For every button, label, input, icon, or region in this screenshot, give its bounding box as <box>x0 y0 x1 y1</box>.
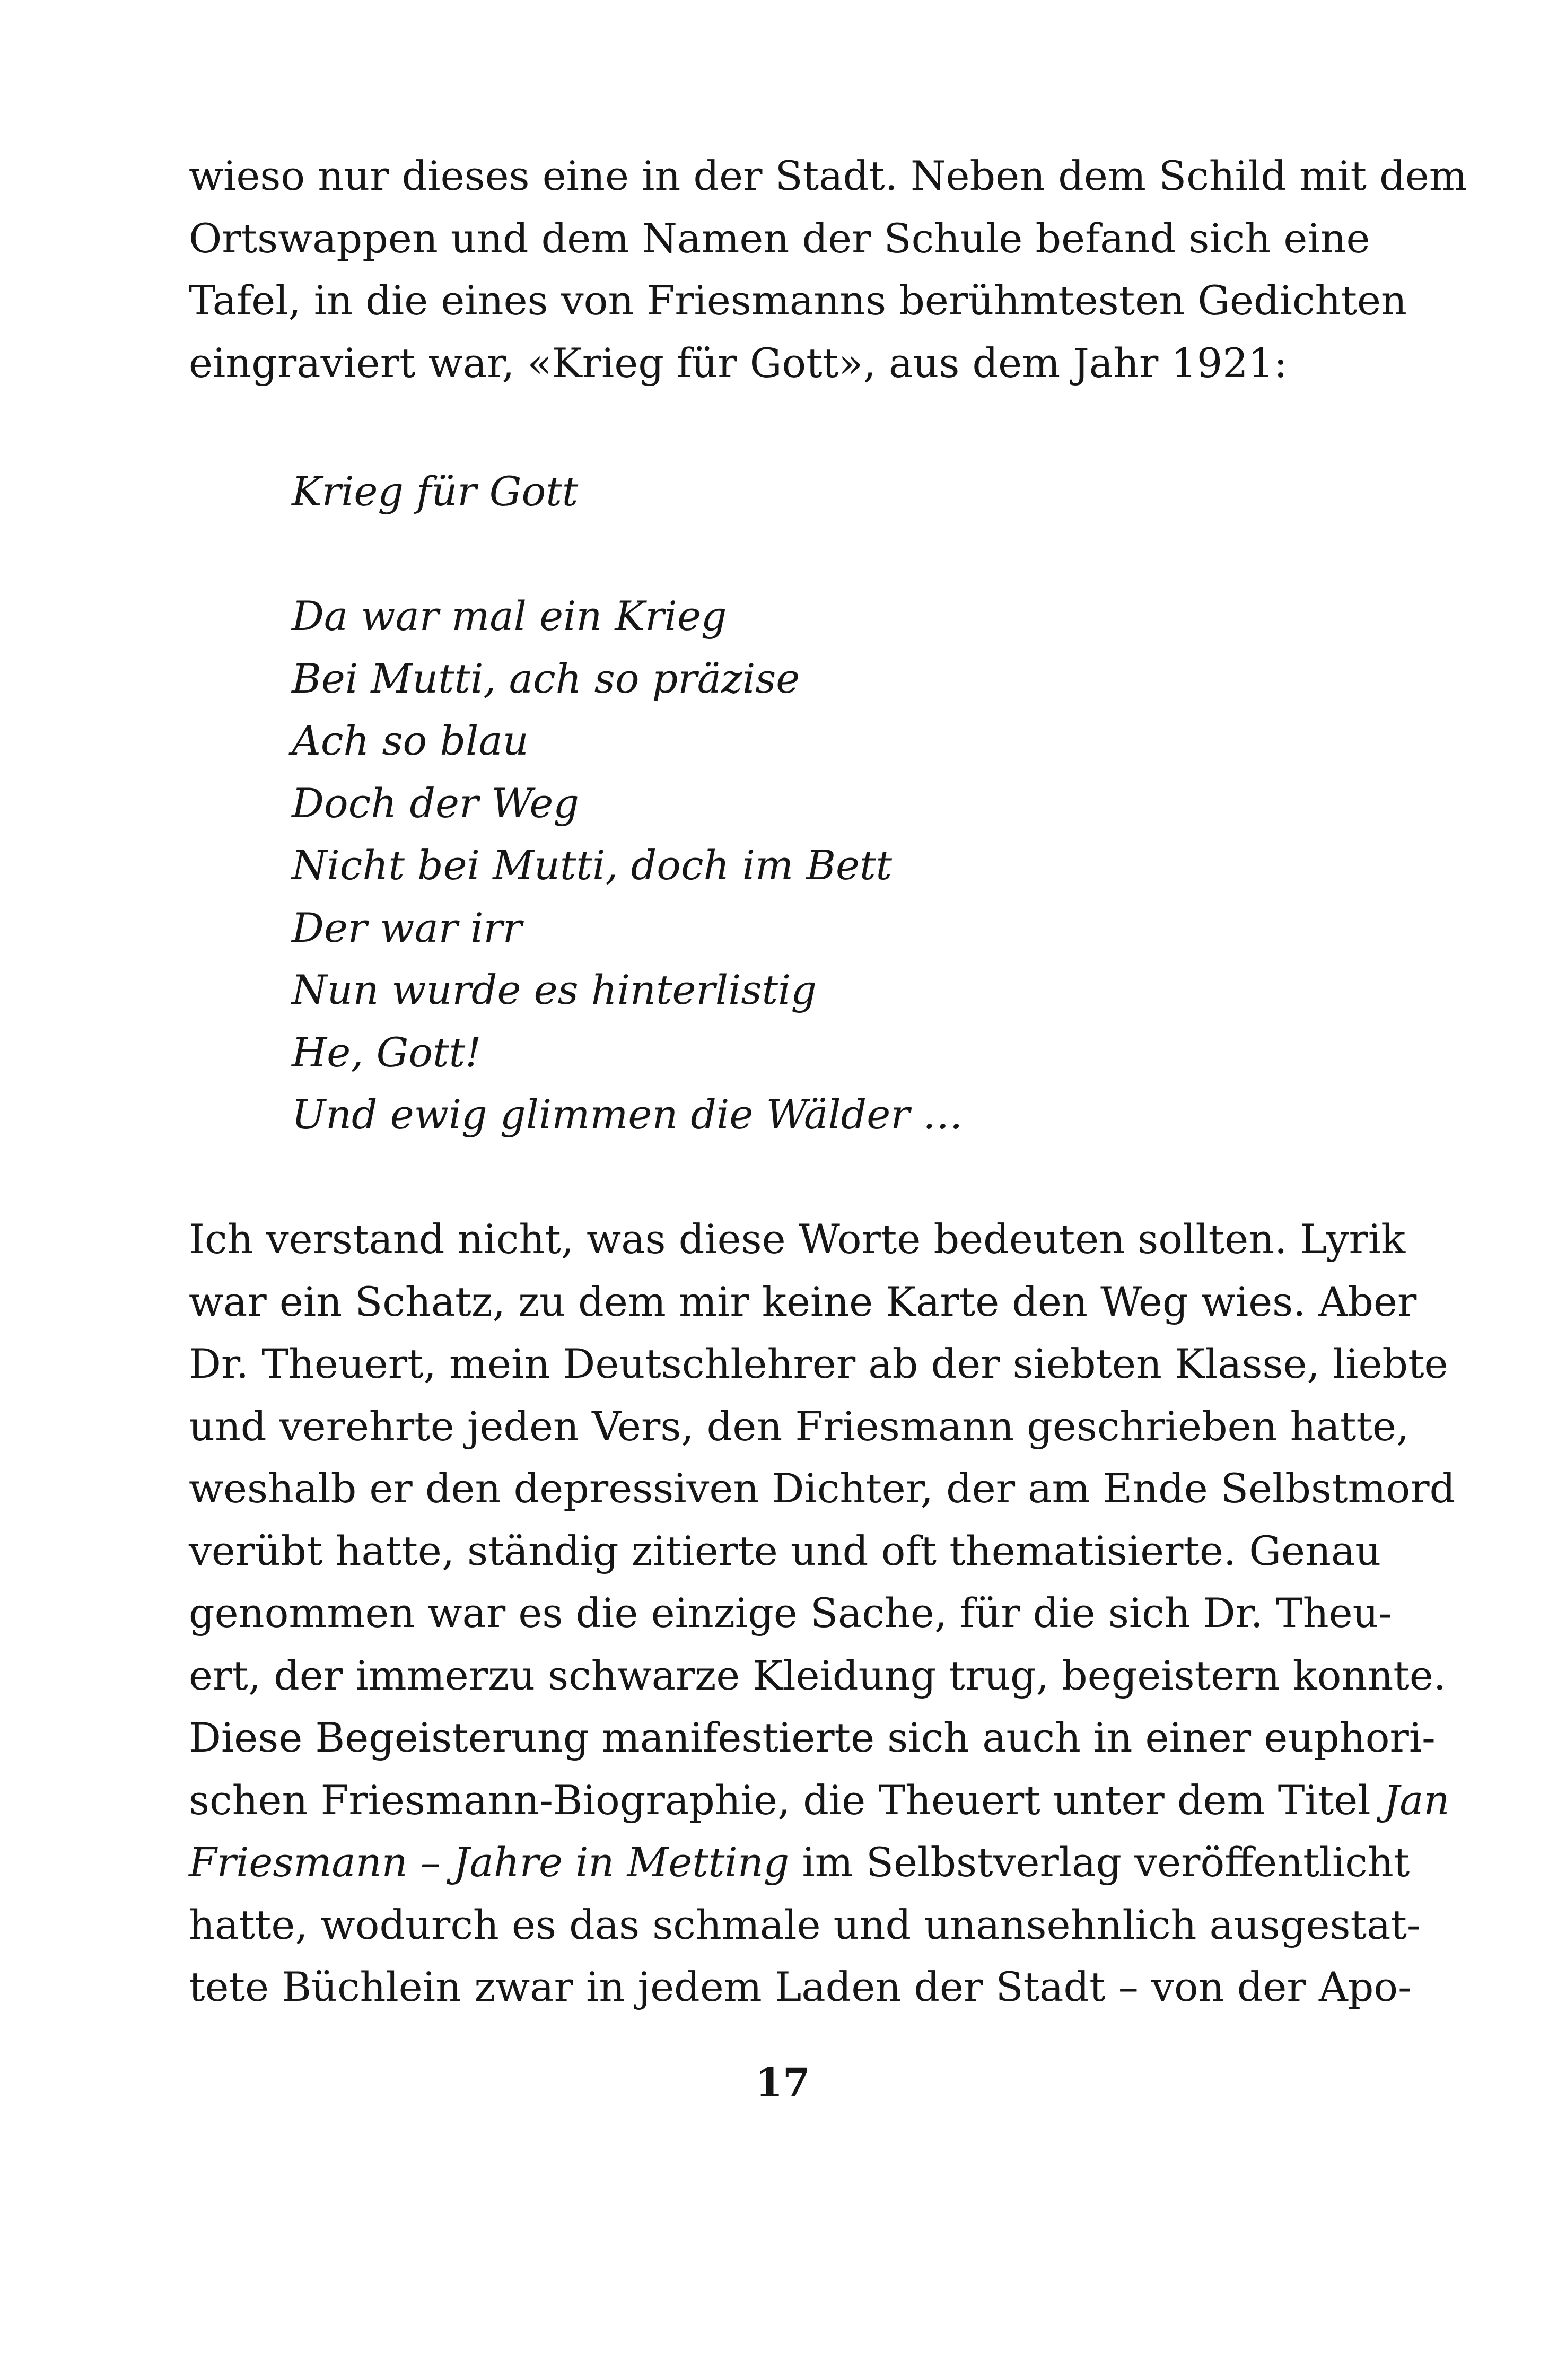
poem-verses <box>292 585 963 1146</box>
text-line: Diese Begeisterung manifestierte sich auch in einer euphori- <box>189 1714 1436 1761</box>
poem-line: Ach so blau <box>292 717 529 764</box>
text-line: Ich verstand nicht, was diese Worte bedeuten sollten. Lyrik <box>189 1215 1406 1263</box>
poem-line: Doch der Weg <box>292 779 580 827</box>
text-line: war ein Schatz, zu dem mir keine Karte den Weg wies. Aber <box>189 1278 1417 1325</box>
text-segment: schen Friesmann-Biographie, die Theuert unter dem Titel <box>189 1776 1384 1824</box>
text-line: und verehrte jeden Vers, den Friesmann geschrieben hatte, <box>189 1402 1410 1450</box>
text-line: wieso nur dieses eine in der Stadt. Neben dem Schild mit dem <box>189 152 1467 199</box>
text-line: weshalb er den depressiven Dichter, der am Ende Selbstmord <box>189 1465 1456 1512</box>
paragraph-intro <box>189 145 1467 394</box>
text-segment: im Selbstverlag veröffentlicht <box>789 1839 1410 1886</box>
paragraph-main <box>189 1208 1456 2018</box>
text-line: Dr. Theuert, mein Deutschlehrer ab der siebten Klasse, liebte <box>189 1340 1448 1387</box>
text-line: genommen war es die einzige Sache, für die sich Dr. Theu- <box>189 1589 1393 1637</box>
text-line: ert, der immerzu schwarze Kleidung trug, begeistern konnte. <box>189 1651 1446 1699</box>
text-line: tete Büchlein zwar in jedem Laden der Stadt – von der Apo- <box>189 1963 1412 2010</box>
poem-line: Und ewig glimmen die Wälder … <box>292 1091 963 1138</box>
text-line: Tafel, in die eines von Friesmanns berühmtesten Gedichten <box>189 277 1407 324</box>
poem-line: Da war mal ein Krieg <box>292 592 727 640</box>
poem-line: Der war irr <box>292 904 522 951</box>
poem-line: Nicht bei Mutti, doch im Bett <box>292 842 893 889</box>
book-title-part: Jan <box>1383 1776 1450 1824</box>
text-line: Ortswappen und dem Namen der Schule befand sich eine <box>189 214 1370 262</box>
text-line: eingraviert war, «Krieg für Gott», aus dem Jahr 1921: <box>189 339 1288 387</box>
page-number: 17 <box>755 2060 810 2106</box>
text-line <box>189 1831 1410 1894</box>
book-title-part: Friesmann – Jahre in Metting <box>189 1839 790 1886</box>
poem-title: Krieg für Gott <box>292 468 579 515</box>
poem-line: Nun wurde es hinterlistig <box>292 966 817 1013</box>
text-line: hatte, wodurch es das schmale und unansehnlich ausgestat- <box>189 1901 1421 1948</box>
text-line: verübt hatte, ständig zitierte und oft thematisierte. Genau <box>189 1527 1381 1574</box>
poem-line: He, Gott! <box>292 1028 482 1076</box>
poem-line: Bei Mutti, ach so präzise <box>292 654 800 702</box>
text-line <box>189 1769 1450 1832</box>
